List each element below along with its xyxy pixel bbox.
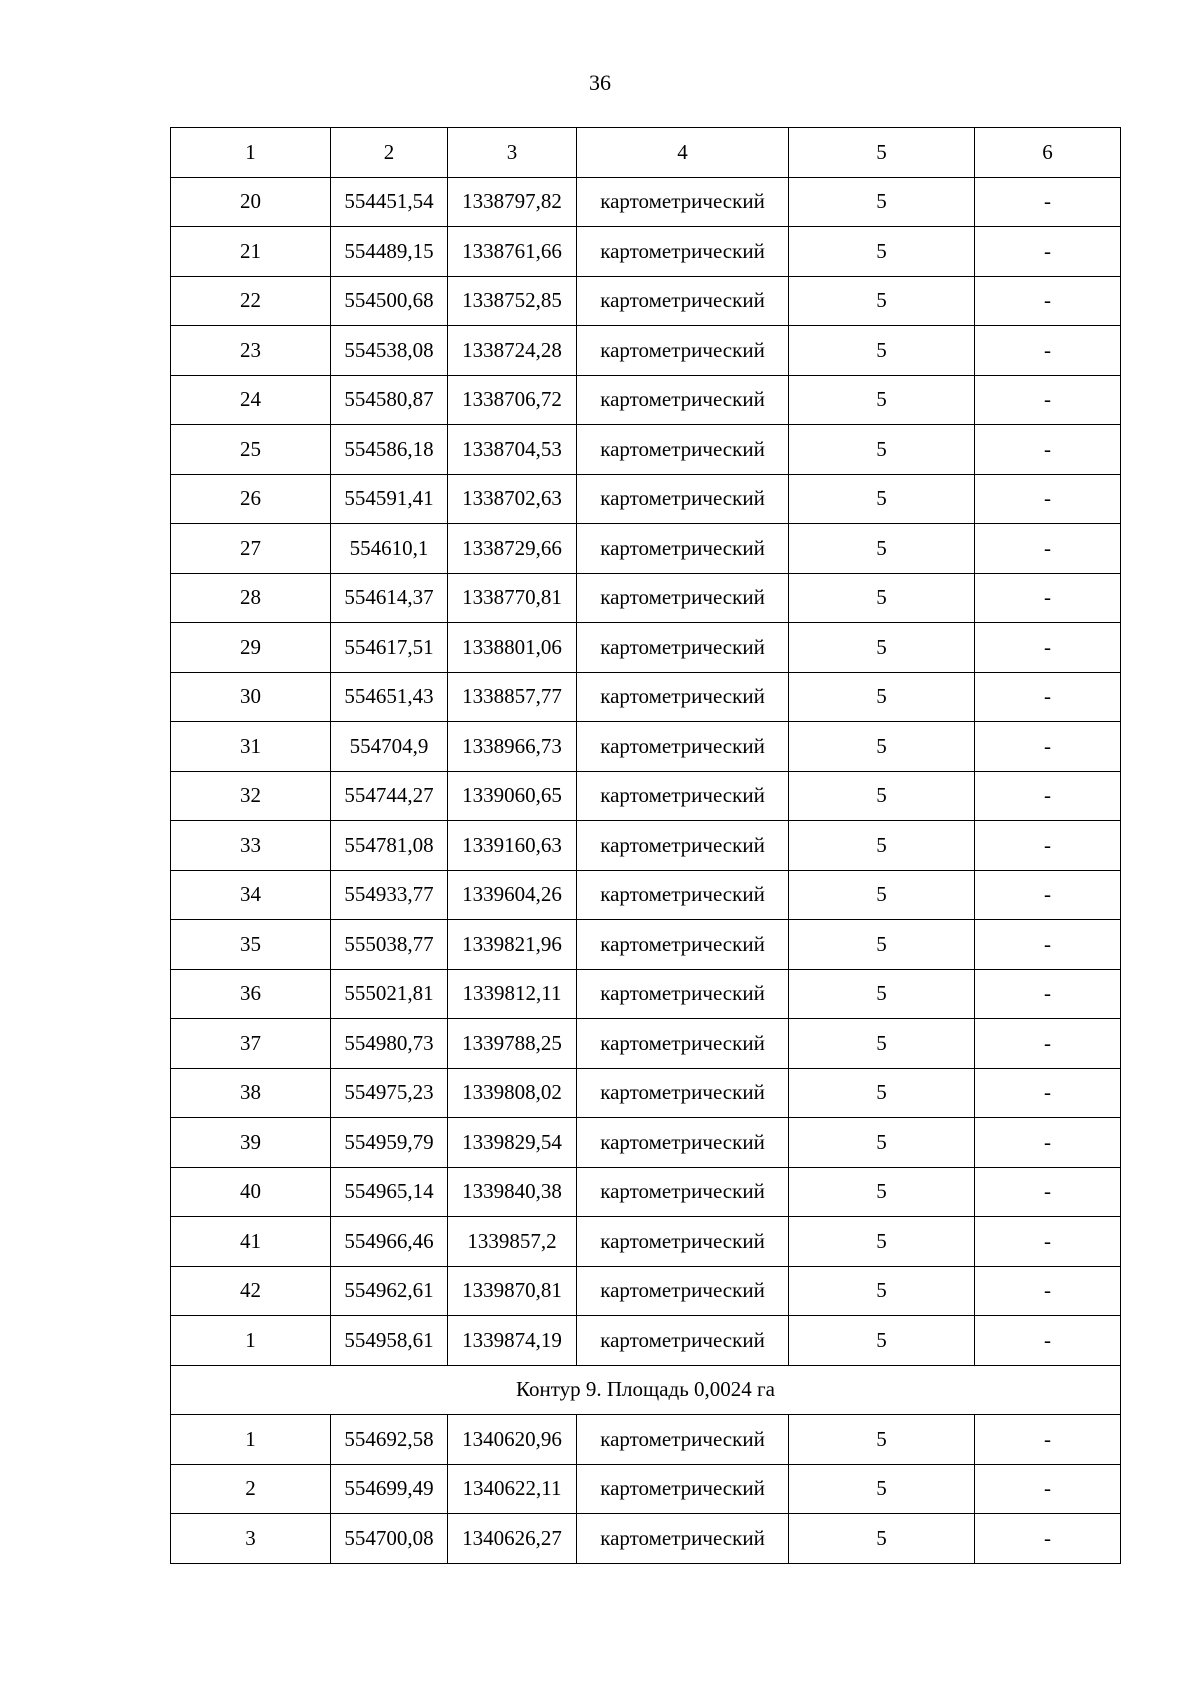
cell-method: картометрический — [577, 375, 789, 425]
cell-point-number: 35 — [171, 920, 331, 970]
cell-y-coordinate: 1338724,28 — [448, 326, 577, 376]
cell-y-coordinate: 1338801,06 — [448, 623, 577, 673]
cell-point-number: 2 — [171, 1464, 331, 1514]
section-title: Контур 9. Площадь 0,0024 га — [171, 1365, 1121, 1415]
cell-method: картометрический — [577, 1118, 789, 1168]
table-body — [171, 128, 1121, 1564]
cell-note: - — [975, 1068, 1121, 1118]
table-row — [171, 1019, 1121, 1069]
cell-y-coordinate: 1338966,73 — [448, 722, 577, 772]
cell-x-coordinate: 554704,9 — [331, 722, 448, 772]
cell-accuracy: 5 — [789, 969, 975, 1019]
cell-accuracy: 5 — [789, 1514, 975, 1564]
table-row — [171, 425, 1121, 475]
table-row — [171, 1167, 1121, 1217]
cell-x-coordinate: 554962,61 — [331, 1266, 448, 1316]
cell-x-coordinate: 554959,79 — [331, 1118, 448, 1168]
cell-y-coordinate: 1339060,65 — [448, 771, 577, 821]
cell-y-coordinate: 1339812,11 — [448, 969, 577, 1019]
cell-x-coordinate: 554980,73 — [331, 1019, 448, 1069]
cell-y-coordinate: 1339808,02 — [448, 1068, 577, 1118]
cell-y-coordinate: 1339829,54 — [448, 1118, 577, 1168]
cell-point-number: 1 — [171, 128, 331, 178]
cell-accuracy: 5 — [789, 870, 975, 920]
cell-y-coordinate: 1338752,85 — [448, 276, 577, 326]
table-row — [171, 623, 1121, 673]
cell-method: картометрический — [577, 177, 789, 227]
cell-x-coordinate: 554614,37 — [331, 573, 448, 623]
cell-method: картометрический — [577, 1316, 789, 1366]
cell-point-number: 27 — [171, 524, 331, 574]
table-row — [171, 1415, 1121, 1465]
cell-method: картометрический — [577, 722, 789, 772]
cell-point-number: 41 — [171, 1217, 331, 1267]
cell-note: - — [975, 969, 1121, 1019]
cell-y-coordinate: 1339870,81 — [448, 1266, 577, 1316]
table-row — [171, 1068, 1121, 1118]
cell-y-coordinate: 1339821,96 — [448, 920, 577, 970]
cell-method: картометрический — [577, 1019, 789, 1069]
cell-accuracy: 5 — [789, 128, 975, 178]
cell-note: - — [975, 1217, 1121, 1267]
table-row — [171, 375, 1121, 425]
cell-y-coordinate: 1338702,63 — [448, 474, 577, 524]
table-row — [171, 672, 1121, 722]
cell-note: - — [975, 1514, 1121, 1564]
table-row — [171, 276, 1121, 326]
cell-note: - — [975, 771, 1121, 821]
cell-accuracy: 5 — [789, 1118, 975, 1168]
cell-note: - — [975, 276, 1121, 326]
cell-note: - — [975, 1167, 1121, 1217]
table-row — [171, 821, 1121, 871]
cell-method: картометрический — [577, 1167, 789, 1217]
cell-point-number: 40 — [171, 1167, 331, 1217]
cell-point-number: 20 — [171, 177, 331, 227]
cell-note: - — [975, 672, 1121, 722]
cell-y-coordinate: 1338761,66 — [448, 227, 577, 277]
table-row — [171, 227, 1121, 277]
cell-note: - — [975, 1019, 1121, 1069]
table-row — [171, 920, 1121, 970]
cell-point-number: 38 — [171, 1068, 331, 1118]
cell-note: - — [975, 1266, 1121, 1316]
cell-y-coordinate: 1338706,72 — [448, 375, 577, 425]
cell-note: - — [975, 722, 1121, 772]
cell-method: картометрический — [577, 474, 789, 524]
cell-y-coordinate: 1339788,25 — [448, 1019, 577, 1069]
cell-method: картометрический — [577, 1068, 789, 1118]
cell-accuracy: 5 — [789, 771, 975, 821]
cell-note: - — [975, 920, 1121, 970]
cell-note: - — [975, 1316, 1121, 1366]
cell-x-coordinate: 554500,68 — [331, 276, 448, 326]
table-row — [171, 1118, 1121, 1168]
cell-note: - — [975, 623, 1121, 673]
table-row — [171, 1316, 1121, 1366]
cell-point-number: 39 — [171, 1118, 331, 1168]
cell-note: - — [975, 870, 1121, 920]
cell-note: - — [975, 1464, 1121, 1514]
cell-x-coordinate: 554692,58 — [331, 1415, 448, 1465]
cell-point-number: 26 — [171, 474, 331, 524]
cell-y-coordinate: 1340626,27 — [448, 1514, 577, 1564]
cell-point-number: 21 — [171, 227, 331, 277]
cell-method: картометрический — [577, 425, 789, 475]
cell-accuracy: 5 — [789, 573, 975, 623]
cell-x-coordinate: 554965,14 — [331, 1167, 448, 1217]
cell-x-coordinate: 554781,08 — [331, 821, 448, 871]
cell-point-number: 28 — [171, 573, 331, 623]
section-row — [171, 1365, 1121, 1415]
cell-point-number: 24 — [171, 375, 331, 425]
cell-x-coordinate: 555038,77 — [331, 920, 448, 970]
cell-x-coordinate: 554586,18 — [331, 425, 448, 475]
cell-x-coordinate: 2 — [331, 128, 448, 178]
page-number: 36 — [589, 70, 611, 95]
table-row — [171, 573, 1121, 623]
cell-point-number: 23 — [171, 326, 331, 376]
cell-x-coordinate: 554489,15 — [331, 227, 448, 277]
cell-x-coordinate: 554699,49 — [331, 1464, 448, 1514]
cell-accuracy: 5 — [789, 821, 975, 871]
cell-point-number: 3 — [171, 1514, 331, 1564]
cell-method: картометрический — [577, 821, 789, 871]
cell-note: 6 — [975, 128, 1121, 178]
cell-method: картометрический — [577, 227, 789, 277]
cell-method: картометрический — [577, 672, 789, 722]
cell-method: картометрический — [577, 326, 789, 376]
table-row — [171, 326, 1121, 376]
cell-y-coordinate: 1339857,2 — [448, 1217, 577, 1267]
cell-accuracy: 5 — [789, 276, 975, 326]
cell-y-coordinate: 3 — [448, 128, 577, 178]
table-row — [171, 524, 1121, 574]
table-row — [171, 1266, 1121, 1316]
cell-accuracy: 5 — [789, 1316, 975, 1366]
cell-method: картометрический — [577, 623, 789, 673]
table-row — [171, 722, 1121, 772]
cell-point-number: 34 — [171, 870, 331, 920]
cell-x-coordinate: 554538,08 — [331, 326, 448, 376]
cell-note: - — [975, 326, 1121, 376]
cell-method: картометрический — [577, 969, 789, 1019]
cell-accuracy: 5 — [789, 177, 975, 227]
cell-method: картометрический — [577, 870, 789, 920]
cell-method: картометрический — [577, 1415, 789, 1465]
cell-x-coordinate: 554966,46 — [331, 1217, 448, 1267]
cell-method: картометрический — [577, 524, 789, 574]
cell-y-coordinate: 1338704,53 — [448, 425, 577, 475]
cell-note: - — [975, 573, 1121, 623]
cell-accuracy: 5 — [789, 227, 975, 277]
table-row — [171, 771, 1121, 821]
cell-accuracy: 5 — [789, 920, 975, 970]
cell-note: - — [975, 821, 1121, 871]
cell-x-coordinate: 554958,61 — [331, 1316, 448, 1366]
cell-point-number: 30 — [171, 672, 331, 722]
cell-accuracy: 5 — [789, 326, 975, 376]
cell-method: картометрический — [577, 573, 789, 623]
cell-y-coordinate: 1338857,77 — [448, 672, 577, 722]
cell-x-coordinate: 554610,1 — [331, 524, 448, 574]
cell-accuracy: 5 — [789, 1266, 975, 1316]
cell-method: картометрический — [577, 1266, 789, 1316]
cell-y-coordinate: 1340622,11 — [448, 1464, 577, 1514]
cell-x-coordinate: 554651,43 — [331, 672, 448, 722]
table-row — [171, 870, 1121, 920]
cell-accuracy: 5 — [789, 1464, 975, 1514]
cell-method: картометрический — [577, 1514, 789, 1564]
cell-x-coordinate: 554451,54 — [331, 177, 448, 227]
cell-x-coordinate: 554591,41 — [331, 474, 448, 524]
cell-y-coordinate: 1338729,66 — [448, 524, 577, 574]
cell-method: картометрический — [577, 771, 789, 821]
cell-accuracy: 5 — [789, 375, 975, 425]
cell-y-coordinate: 1339160,63 — [448, 821, 577, 871]
cell-point-number: 33 — [171, 821, 331, 871]
cell-method: картометрический — [577, 1464, 789, 1514]
table-header-row — [171, 128, 1121, 178]
cell-x-coordinate: 554617,51 — [331, 623, 448, 673]
cell-accuracy: 5 — [789, 1167, 975, 1217]
cell-accuracy: 5 — [789, 1068, 975, 1118]
coordinates-table — [170, 127, 1121, 1564]
cell-point-number: 1 — [171, 1415, 331, 1465]
cell-x-coordinate: 554700,08 — [331, 1514, 448, 1564]
cell-note: - — [975, 177, 1121, 227]
cell-method: картометрический — [577, 276, 789, 326]
cell-y-coordinate: 1340620,96 — [448, 1415, 577, 1465]
cell-note: - — [975, 425, 1121, 475]
cell-point-number: 22 — [171, 276, 331, 326]
cell-accuracy: 5 — [789, 672, 975, 722]
cell-note: - — [975, 524, 1121, 574]
cell-method: картометрический — [577, 1217, 789, 1267]
table-row — [171, 969, 1121, 1019]
cell-point-number: 37 — [171, 1019, 331, 1069]
cell-note: - — [975, 1415, 1121, 1465]
cell-y-coordinate: 1339874,19 — [448, 1316, 577, 1366]
cell-point-number: 32 — [171, 771, 331, 821]
table-row — [171, 177, 1121, 227]
cell-x-coordinate: 554975,23 — [331, 1068, 448, 1118]
cell-point-number: 36 — [171, 969, 331, 1019]
cell-note: - — [975, 474, 1121, 524]
table-row — [171, 1217, 1121, 1267]
table-row — [171, 1464, 1121, 1514]
cell-point-number: 42 — [171, 1266, 331, 1316]
cell-note: - — [975, 227, 1121, 277]
cell-accuracy: 5 — [789, 722, 975, 772]
cell-y-coordinate: 1338770,81 — [448, 573, 577, 623]
cell-y-coordinate: 1339604,26 — [448, 870, 577, 920]
table-row — [171, 474, 1121, 524]
cell-y-coordinate: 1338797,82 — [448, 177, 577, 227]
cell-note: - — [975, 1118, 1121, 1168]
cell-point-number: 1 — [171, 1316, 331, 1366]
cell-point-number: 29 — [171, 623, 331, 673]
cell-accuracy: 5 — [789, 1415, 975, 1465]
cell-method: картометрический — [577, 920, 789, 970]
cell-accuracy: 5 — [789, 1217, 975, 1267]
cell-y-coordinate: 1339840,38 — [448, 1167, 577, 1217]
cell-accuracy: 5 — [789, 623, 975, 673]
cell-x-coordinate: 554580,87 — [331, 375, 448, 425]
cell-x-coordinate: 554744,27 — [331, 771, 448, 821]
cell-point-number: 25 — [171, 425, 331, 475]
cell-accuracy: 5 — [789, 1019, 975, 1069]
table-row — [171, 1514, 1121, 1564]
cell-accuracy: 5 — [789, 425, 975, 475]
cell-x-coordinate: 555021,81 — [331, 969, 448, 1019]
cell-x-coordinate: 554933,77 — [331, 870, 448, 920]
cell-accuracy: 5 — [789, 474, 975, 524]
cell-note: - — [975, 375, 1121, 425]
cell-accuracy: 5 — [789, 524, 975, 574]
cell-method: 4 — [577, 128, 789, 178]
cell-point-number: 31 — [171, 722, 331, 772]
